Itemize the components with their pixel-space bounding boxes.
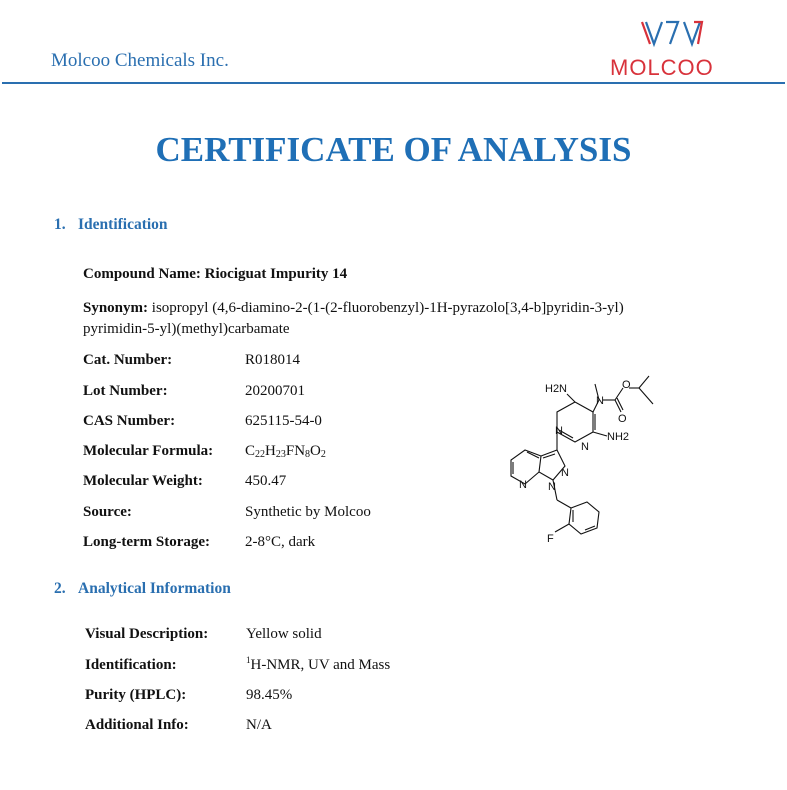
molecular-formula-label: Molecular Formula: xyxy=(83,443,214,459)
section-number: 2. xyxy=(54,580,66,597)
nh2-left-label: H2N xyxy=(545,383,568,395)
visual-description-label: Visual Description: xyxy=(85,626,209,642)
molecular-weight-label: Molecular Weight: xyxy=(83,473,203,489)
section-number: 1. xyxy=(54,216,66,233)
pyridine-n-label: N xyxy=(519,479,527,491)
visual-description-value: Yellow solid xyxy=(246,626,322,642)
cas-number-label: CAS Number: xyxy=(83,413,176,429)
ester-o-label: O xyxy=(622,379,631,391)
chemical-structure xyxy=(495,372,665,552)
cat-number-label: Cat. Number: xyxy=(83,352,173,368)
fluorine-label: F xyxy=(547,533,554,545)
section-title: Analytical Information xyxy=(78,580,231,597)
source-value: Synthetic by Molcoo xyxy=(245,504,371,520)
section-title: Identification xyxy=(78,216,168,233)
cat-number-value: R018014 xyxy=(245,352,301,368)
nh2-right-label: NH2 xyxy=(607,431,630,443)
pyrazole-n1-label: N xyxy=(548,481,556,493)
compound-name: Compound Name: Riociguat Impurity 14 xyxy=(83,266,348,282)
logo-text: MOLCOO xyxy=(610,55,714,80)
ring-n-label-2: N xyxy=(581,441,589,453)
document-title: CERTIFICATE OF ANALYSIS xyxy=(155,130,632,169)
lot-number-value: 20200701 xyxy=(245,383,305,399)
header-divider xyxy=(2,82,785,84)
purity-label: Purity (HPLC): xyxy=(85,687,187,703)
synonym-label: Synonym: xyxy=(83,300,149,316)
additional-info-label: Additional Info: xyxy=(85,717,189,733)
carbonyl-o-label: O xyxy=(618,413,627,425)
pyrazole-n-label: N xyxy=(561,467,569,479)
molcoo-logo xyxy=(606,18,738,80)
additional-info-value: N/A xyxy=(246,717,272,733)
storage-label: Long-term Storage: xyxy=(83,534,211,550)
lot-number-label: Lot Number: xyxy=(83,383,168,399)
purity-value: 98.45% xyxy=(246,687,293,703)
source-label: Source: xyxy=(83,504,132,520)
synonym-text-1: isopropyl (4,6-diamino-2-(1-(2-fluorobenzyl)-1H-pyrazolo[3,4-b]pyridin-3-yl) xyxy=(148,300,624,316)
cas-number-value: 625115-54-0 xyxy=(245,413,322,429)
storage-value: 2-8°C, dark xyxy=(245,534,316,550)
synonym-line-2: pyrimidin-5-yl)(methyl)carbamate xyxy=(83,321,290,337)
molecular-weight-value: 450.47 xyxy=(245,473,287,489)
identification-value: $^1$H-NMR, UV and Mass xyxy=(246,655,391,673)
synonym-line-1 xyxy=(83,300,624,317)
section-analytical-heading xyxy=(54,580,231,598)
carbamate-n-label: N xyxy=(596,395,604,407)
company-name: Molcoo Chemicals Inc. xyxy=(51,50,229,71)
identification-label: Identification: xyxy=(85,657,177,673)
section-identification-heading xyxy=(54,216,168,234)
molecular-formula-value: $C_{22}H_{23}FN_8O_2$ xyxy=(245,443,326,460)
ring-n-label-1: N xyxy=(555,425,563,437)
